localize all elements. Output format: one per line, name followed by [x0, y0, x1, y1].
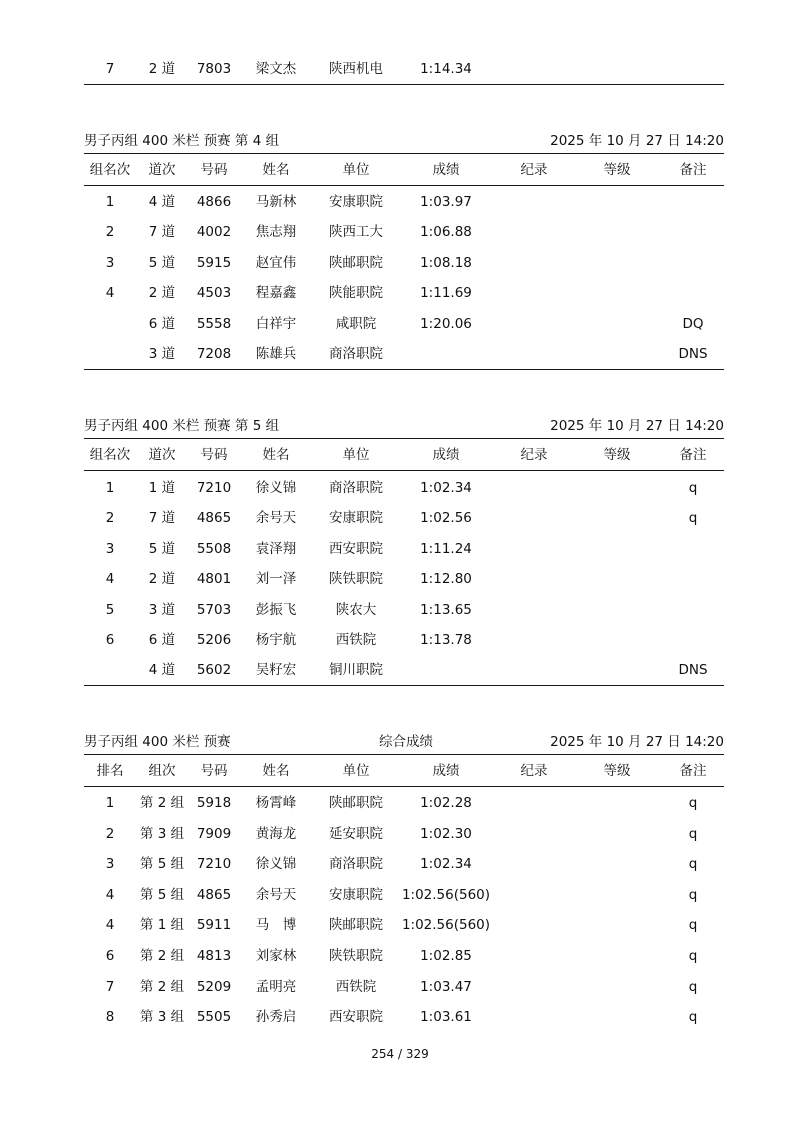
bib-cell: 5558 [196, 316, 232, 332]
unit-cell: 铜川职院 [329, 662, 383, 678]
note-cell: q [688, 917, 698, 933]
lane-cell: 4 道 [148, 662, 176, 678]
table-row [84, 630, 724, 650]
table-row [84, 946, 724, 966]
result-cell: 1:02.34 [420, 480, 472, 496]
lane-cell: 7 道 [148, 224, 176, 240]
result-cell: 1:20.06 [420, 316, 472, 332]
lane-cell: 3 道 [148, 346, 176, 362]
athlete-name-cell: 杨宇航 [255, 632, 297, 648]
athlete-name-cell: 赵宜伟 [255, 255, 297, 271]
table-row [84, 793, 724, 813]
table-row [84, 1007, 724, 1027]
result-cell: 1:13.65 [420, 602, 472, 618]
page-number: 254 / 329 [371, 1047, 429, 1061]
unit-cell: 陕西工大 [329, 224, 383, 240]
col-header-rank: 组名次 [89, 447, 131, 463]
bib-cell: 7208 [196, 346, 232, 362]
col-header-lane: 道次 [148, 162, 176, 178]
athlete-name-cell: 余号天 [255, 887, 297, 903]
overall-title: 男子丙组 400 米栏 预赛 [84, 734, 231, 750]
col-header-name: 姓名 [262, 763, 290, 779]
bib-cell: 7803 [196, 61, 232, 77]
heat-cell: 第 3 组 [139, 1009, 185, 1025]
result-cell: 1:11.69 [420, 285, 472, 301]
result-cell: 1:02.30 [420, 826, 472, 842]
bib-cell: 4865 [196, 510, 232, 526]
header-top-rule [84, 754, 724, 755]
lane-cell: 6 道 [148, 632, 176, 648]
rank-cell: 3 [105, 541, 115, 557]
note-cell: DNS [678, 662, 708, 678]
bib-cell: 5703 [196, 602, 232, 618]
heat-5-section [84, 416, 724, 689]
athlete-name-cell: 吴籽宏 [255, 662, 297, 678]
table-bottom-rule [84, 84, 724, 85]
rank-cell: 4 [105, 887, 115, 903]
carryover-section [84, 59, 724, 89]
lane-cell: 5 道 [148, 255, 176, 271]
rank-cell: 6 [105, 632, 115, 648]
table-row [84, 508, 724, 528]
table-row [84, 600, 724, 620]
bib-cell: 5602 [196, 662, 232, 678]
bib-cell: 4866 [196, 194, 232, 210]
athlete-name-cell: 程嘉鑫 [255, 285, 297, 301]
note-cell [662, 222, 724, 242]
heat-cell: 第 1 组 [139, 917, 185, 933]
col-header-result: 成绩 [432, 763, 460, 779]
note-cell: q [688, 887, 698, 903]
table-row [84, 283, 724, 303]
note-cell: q [688, 480, 698, 496]
col-header-result: 成绩 [432, 162, 460, 178]
rank-cell: 1 [105, 194, 115, 210]
athlete-name-cell: 孟明亮 [255, 979, 297, 995]
table-header [84, 445, 724, 465]
heat-datetime: 2025 年 10 月 27 日 14:20 [550, 418, 724, 434]
bib-cell: 7210 [196, 856, 232, 872]
header-bottom-rule [84, 470, 724, 471]
heat-cell: 第 2 组 [139, 979, 185, 995]
athlete-name-cell: 刘家林 [255, 948, 297, 964]
heat-cell: 第 2 组 [139, 795, 185, 811]
header-top-rule [84, 153, 724, 154]
athlete-name-cell: 白祥宇 [255, 316, 297, 332]
rank-cell [84, 314, 136, 334]
athlete-name-cell: 徐义锦 [255, 480, 297, 496]
header-bottom-rule [84, 786, 724, 787]
result-cell: 1:02.34 [420, 856, 472, 872]
rank-cell: 2 [105, 224, 115, 240]
col-header-name: 姓名 [262, 447, 290, 463]
result-cell [396, 660, 496, 680]
bib-cell: 7210 [196, 480, 232, 496]
rank-cell: 3 [105, 255, 115, 271]
unit-cell: 陕农大 [335, 602, 377, 618]
col-header-rank: 组名次 [89, 162, 131, 178]
unit-cell: 西铁院 [335, 632, 377, 648]
note-cell [662, 569, 724, 589]
unit-cell: 商洛职院 [329, 856, 383, 872]
overall-subtitle: 综合成绩 [379, 734, 433, 750]
col-header-bib: 号码 [200, 763, 228, 779]
table-bottom-rule [84, 369, 724, 370]
lane-cell: 1 道 [148, 480, 176, 496]
bib-cell: 5918 [196, 795, 232, 811]
note-cell: q [688, 826, 698, 842]
col-header-heat: 组次 [148, 763, 176, 779]
athlete-name-cell: 陈雄兵 [255, 346, 297, 362]
result-cell: 1:02.28 [420, 795, 472, 811]
col-header-unit: 单位 [342, 447, 370, 463]
athlete-name-cell: 马新林 [255, 194, 297, 210]
col-header-note: 备注 [679, 447, 707, 463]
rank-cell [84, 344, 136, 364]
athlete-name-cell: 袁泽翔 [255, 541, 297, 557]
rank-cell: 7 [105, 979, 115, 995]
table-row [84, 192, 724, 212]
bib-cell: 4865 [196, 887, 232, 903]
col-header-result: 成绩 [432, 447, 460, 463]
athlete-name-cell: 余号天 [255, 510, 297, 526]
note-cell [662, 253, 724, 273]
note-cell [662, 600, 724, 620]
bib-cell: 5911 [196, 917, 232, 933]
rank-cell: 1 [105, 480, 115, 496]
unit-cell: 陕铁职院 [329, 948, 383, 964]
bib-cell: 5505 [196, 1009, 232, 1025]
bib-cell: 4503 [196, 285, 232, 301]
col-header-rank: 排名 [96, 763, 124, 779]
note-cell: q [688, 979, 698, 995]
note-cell [662, 630, 724, 650]
table-header [84, 761, 724, 781]
athlete-name-cell: 焦志翔 [255, 224, 297, 240]
note-cell [662, 192, 724, 212]
table-row [84, 885, 724, 905]
rank-cell: 2 [105, 510, 115, 526]
table-row [84, 915, 724, 935]
note-cell: DNS [678, 346, 708, 362]
table-row [84, 344, 724, 364]
heat-cell: 第 5 组 [139, 887, 185, 903]
bib-cell: 4801 [196, 571, 232, 587]
note-cell: q [688, 948, 698, 964]
unit-cell: 西铁院 [335, 979, 377, 995]
result-cell: 1:03.61 [420, 1009, 472, 1025]
result-cell: 1:02.85 [420, 948, 472, 964]
rank-cell: 3 [105, 856, 115, 872]
table-bottom-rule [84, 685, 724, 686]
unit-cell: 陕邮职院 [329, 255, 383, 271]
result-cell: 1:03.97 [420, 194, 472, 210]
unit-cell: 西安职院 [329, 541, 383, 557]
result-cell: 1:13.78 [420, 632, 472, 648]
overall-datetime: 2025 年 10 月 27 日 14:20 [550, 734, 724, 750]
heat-title: 男子丙组 400 米栏 预赛 第 4 组 [84, 133, 280, 149]
lane-cell: 2 道 [148, 285, 176, 301]
rank-cell: 7 [105, 61, 115, 77]
rank-cell: 1 [105, 795, 115, 811]
bib-cell: 5209 [196, 979, 232, 995]
header-top-rule [84, 438, 724, 439]
table-row [84, 222, 724, 242]
athlete-name-cell: 刘一泽 [255, 571, 297, 587]
col-header-name: 姓名 [262, 162, 290, 178]
lane-cell: 2 道 [148, 571, 176, 587]
heat-cell: 第 3 组 [139, 826, 185, 842]
result-cell: 1:03.47 [420, 979, 472, 995]
unit-cell: 陕邮职院 [329, 795, 383, 811]
bib-cell: 5206 [196, 632, 232, 648]
col-header-record: 纪录 [520, 162, 548, 178]
athlete-name-cell: 梁文杰 [255, 61, 297, 77]
athlete-name-cell: 杨霄峰 [255, 795, 297, 811]
heat-cell: 第 2 组 [139, 948, 185, 964]
athlete-name-cell: 徐义锦 [255, 856, 297, 872]
lane-cell: 4 道 [148, 194, 176, 210]
heat-datetime: 2025 年 10 月 27 日 14:20 [550, 133, 724, 149]
rank-cell: 8 [105, 1009, 115, 1025]
rank-cell: 4 [105, 571, 115, 587]
col-header-unit: 单位 [342, 763, 370, 779]
bib-cell: 7909 [196, 826, 232, 842]
unit-cell: 安康职院 [329, 194, 383, 210]
table-row [84, 660, 724, 680]
table-row [84, 478, 724, 498]
rank-cell: 4 [105, 917, 115, 933]
lane-cell: 6 道 [148, 316, 176, 332]
note-cell: q [688, 856, 698, 872]
heat-title: 男子丙组 400 米栏 预赛 第 5 组 [84, 418, 280, 434]
note-cell: DQ [682, 316, 704, 332]
lane-cell: 3 道 [148, 602, 176, 618]
lane-cell: 2 道 [148, 61, 176, 77]
table-row [84, 314, 724, 334]
col-header-record: 纪录 [520, 763, 548, 779]
overall-results-section [84, 732, 724, 1032]
col-header-note: 备注 [679, 162, 707, 178]
rank-cell: 5 [105, 602, 115, 618]
col-header-record: 纪录 [520, 447, 548, 463]
result-cell [396, 344, 496, 364]
unit-cell: 安康职院 [329, 510, 383, 526]
table-row [84, 253, 724, 273]
result-cell: 1:02.56(560) [401, 917, 491, 933]
table-row [84, 977, 724, 997]
table-row [84, 569, 724, 589]
rank-cell [84, 660, 136, 680]
note-cell: q [688, 510, 698, 526]
note-cell [662, 283, 724, 303]
col-header-grade: 等级 [603, 447, 631, 463]
bib-cell: 4813 [196, 948, 232, 964]
col-header-bib: 号码 [200, 162, 228, 178]
athlete-name-cell: 彭振飞 [255, 602, 297, 618]
bib-cell: 4002 [196, 224, 232, 240]
unit-cell: 陕铁职院 [329, 571, 383, 587]
table-row [84, 539, 724, 559]
result-cell: 1:11.24 [420, 541, 472, 557]
result-cell: 1:14.34 [420, 61, 472, 77]
athlete-name-cell: 马 博 [255, 917, 297, 933]
lane-cell: 5 道 [148, 541, 176, 557]
unit-cell: 陕能职院 [329, 285, 383, 301]
rank-cell: 2 [105, 826, 115, 842]
unit-cell: 陕邮职院 [329, 917, 383, 933]
col-header-lane: 道次 [148, 447, 176, 463]
heat-cell: 第 5 组 [139, 856, 185, 872]
table-row [84, 854, 724, 874]
athlete-name-cell: 孙秀启 [255, 1009, 297, 1025]
result-cell: 1:08.18 [420, 255, 472, 271]
table-row [84, 824, 724, 844]
result-cell: 1:02.56(560) [401, 887, 491, 903]
col-header-unit: 单位 [342, 162, 370, 178]
col-header-bib: 号码 [200, 447, 228, 463]
unit-cell: 西安职院 [329, 1009, 383, 1025]
result-cell: 1:12.80 [420, 571, 472, 587]
unit-cell: 延安职院 [329, 826, 383, 842]
note-cell [662, 539, 724, 559]
note-cell: q [688, 795, 698, 811]
table-row [84, 59, 724, 79]
heat-4-section [84, 131, 724, 373]
rank-cell: 4 [105, 285, 115, 301]
bib-cell: 5915 [196, 255, 232, 271]
bib-cell: 5508 [196, 541, 232, 557]
result-cell: 1:06.88 [420, 224, 472, 240]
col-header-note: 备注 [679, 763, 707, 779]
table-header [84, 160, 724, 180]
unit-cell: 咸职院 [335, 316, 377, 332]
lane-cell: 7 道 [148, 510, 176, 526]
unit-cell: 商洛职院 [329, 346, 383, 362]
rank-cell: 6 [105, 948, 115, 964]
result-cell: 1:02.56 [420, 510, 472, 526]
unit-cell: 陕西机电 [329, 61, 383, 77]
athlete-name-cell: 黄海龙 [255, 826, 297, 842]
col-header-grade: 等级 [603, 763, 631, 779]
col-header-grade: 等级 [603, 162, 631, 178]
note-cell: q [688, 1009, 698, 1025]
header-bottom-rule [84, 185, 724, 186]
unit-cell: 商洛职院 [329, 480, 383, 496]
unit-cell: 安康职院 [329, 887, 383, 903]
